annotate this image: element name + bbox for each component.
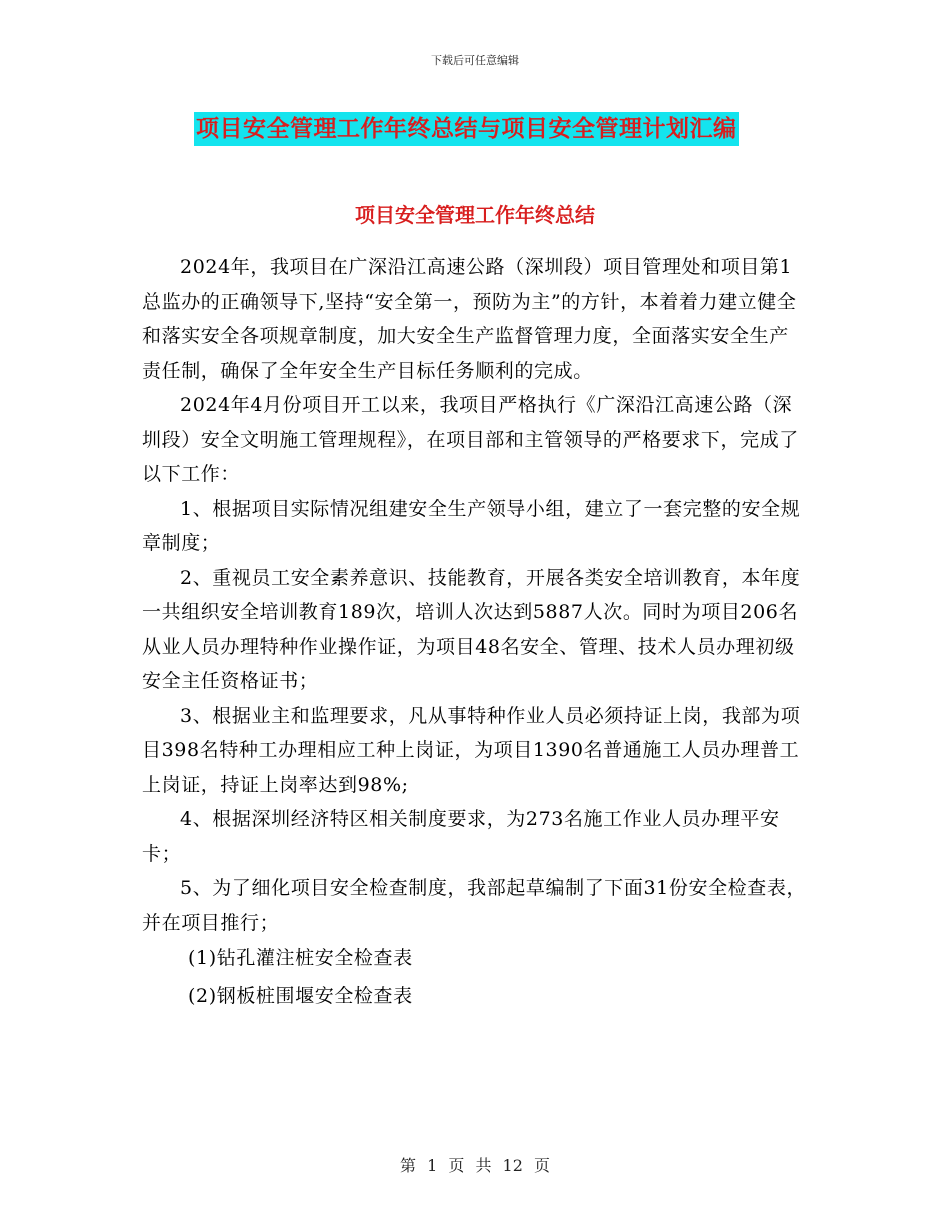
document-main-title: 项目安全管理工作年终总结与项目安全管理计划汇编	[194, 112, 739, 146]
page-number-footer: 第 1 页 共 12 页	[400, 1156, 550, 1175]
main-title-container	[194, 112, 739, 146]
paragraph: 2024年4月份项目开工以来，我项目严格执行《广深沿江高速公路（深圳段）安全文明施工管理规程》，在项目部和主管领导的严格要求下，完成了以下工作：	[142, 394, 799, 485]
paragraph: 3、根据业主和监理要求，凡从事特种作业人员必须持证上岗，我部为项目398名特种工办理相应工种上岗证，为项目1390名普通施工人员办理普工上岗证，持证上岗率达到98%;	[142, 704, 801, 796]
document-body	[142, 250, 808, 1015]
paragraph: 2、重视员工安全素养意识、技能教育，开展各类安全培训教育，本年度一共组织安全培训教育189次，培训人次达到5887人次。同时为项目206名从业人员办理特种作业操作证，为项目48名安全、管理、技术人员办理初级安全主任资格证书；	[142, 566, 801, 692]
paragraph: 1、根据项目实际情况组建安全生产领导小组，建立了一套完整的安全规章制度；	[142, 497, 801, 554]
paragraph: 4、根据深圳经济特区相关制度要求，为273名施工作业人员办理平安卡；	[142, 808, 780, 865]
page-header-note: 下载后可任意编辑	[431, 54, 519, 67]
paragraph: 2024年，我项目在广深沿江高速公路（深圳段）项目管理处和项目第1总监办的正确领导下,坚持“安全第一，预防为主”的方针，本着着力建立健全和落实安全各项规章制度，加大安全生产监督管理力度，全面落实安全生产责任制，确保了全年安全生产目标任务顺利的完成。	[142, 256, 797, 382]
list-item: (1)钻孔灌注桩安全检查表	[188, 947, 413, 969]
list-item: (2)钢板桩围堰安全检查表	[188, 984, 413, 1007]
section-title: 项目安全管理工作年终总结	[355, 203, 595, 227]
paragraph: 5、为了细化项目安全检查制度，我部起草编制了下面31份安全检查表，并在项目推行；	[142, 877, 807, 934]
